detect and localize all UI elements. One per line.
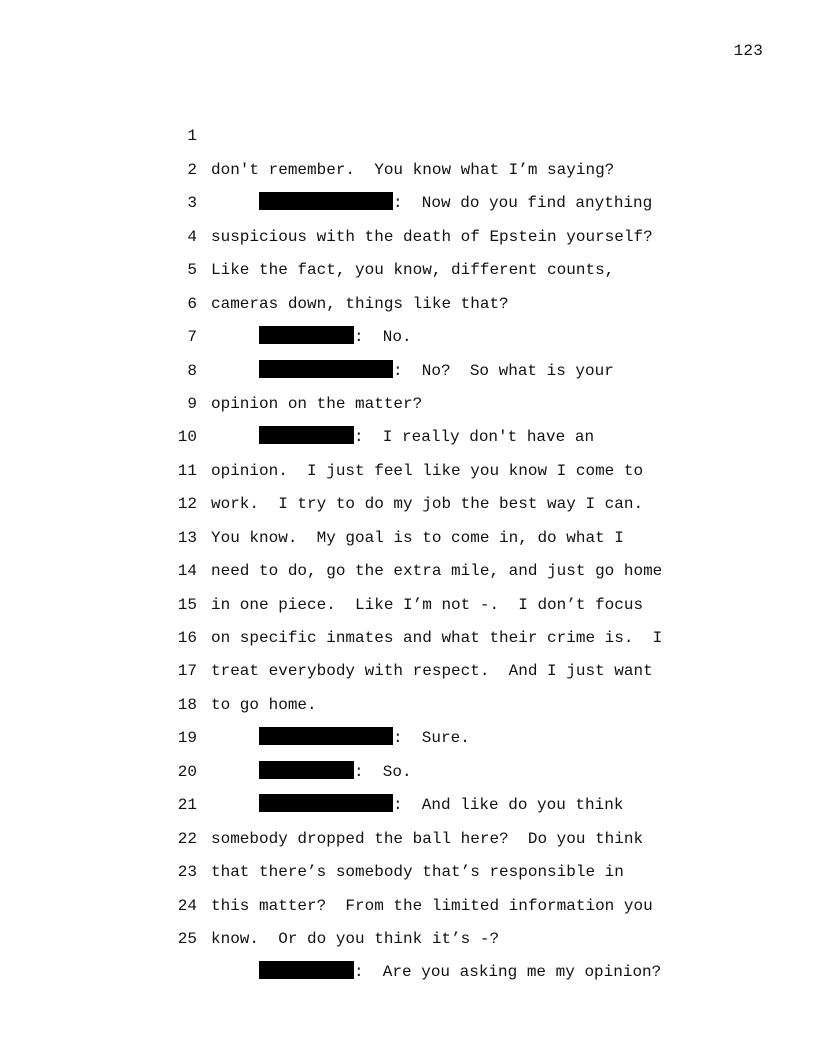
line-number: 21: [177, 796, 197, 815]
line-number: 13: [177, 528, 197, 547]
line-number: 16: [177, 629, 197, 648]
line-number: 8: [187, 361, 197, 380]
transcript-line: [0, 288, 816, 380]
line-number: 2: [187, 160, 197, 179]
line-number: 4: [187, 227, 197, 246]
line-number: 18: [177, 695, 197, 714]
line-text: : Now do you find anything: [393, 194, 653, 213]
line-text: this matter? From the limited information you: [211, 896, 653, 915]
line-text: : No? So what is your: [393, 361, 614, 380]
line-text: : Sure.: [393, 729, 470, 748]
speaker-redaction: [259, 961, 354, 979]
line-number: 9: [187, 394, 197, 413]
transcript-line: [0, 87, 816, 179]
line-number: 22: [177, 829, 197, 848]
line-number: 10: [177, 428, 197, 447]
line-text: opinion on the matter?: [211, 394, 423, 413]
line-number: 19: [177, 729, 197, 748]
line-text: opinion. I just feel like you know I come to: [211, 461, 644, 480]
line-number: 15: [177, 595, 197, 614]
line-text: : I really don't have an: [354, 428, 595, 447]
line-text: Like the fact, you know, different counts,: [211, 261, 615, 280]
line-text: to go home.: [211, 695, 317, 714]
line-number: 5: [187, 261, 197, 280]
line-number: 1: [187, 127, 197, 146]
line-text: : Are you asking me my opinion?: [354, 963, 662, 982]
line-number: 6: [187, 294, 197, 313]
page-number: 123: [733, 42, 763, 60]
transcript-body: [0, 87, 816, 982]
line-number: 14: [177, 562, 197, 581]
line-text: know. Or do you think it’s -?: [211, 929, 500, 948]
line-text: : So.: [354, 762, 412, 781]
line-text: : No.: [354, 328, 412, 347]
line-number: 12: [177, 495, 197, 514]
line-text: somebody dropped the ball here? Do you think: [211, 829, 644, 848]
line-text: suspicious with the death of Epstein yourself?: [211, 227, 653, 246]
line-text: treat everybody with respect. And I just want: [211, 662, 653, 681]
line-text: need to do, go the extra mile, and just go home: [211, 562, 663, 581]
line-number: 23: [177, 863, 197, 882]
line-number: 3: [187, 194, 197, 213]
line-text: that there’s somebody that’s responsible in: [211, 863, 624, 882]
line-text: work. I try to do my job the best way I can.: [211, 495, 644, 514]
line-text: on specific inmates and what their crime is. I: [211, 629, 663, 648]
line-number: 20: [177, 762, 197, 781]
line-text: You know. My goal is to come in, do what I: [211, 528, 624, 547]
line-text: don't remember. You know what I’m saying?: [211, 160, 615, 179]
speaker-line: [259, 956, 661, 989]
line-number: 24: [177, 896, 197, 915]
line-text: : And like do you think: [393, 796, 624, 815]
line-text: cameras down, things like that?: [211, 294, 509, 313]
line-number: 11: [177, 461, 197, 480]
line-number: 7: [187, 328, 197, 347]
line-number: 25: [177, 929, 197, 948]
line-text: in one piece. Like I’m not -. I don’t focus: [211, 595, 644, 614]
line-number: 17: [177, 662, 197, 681]
